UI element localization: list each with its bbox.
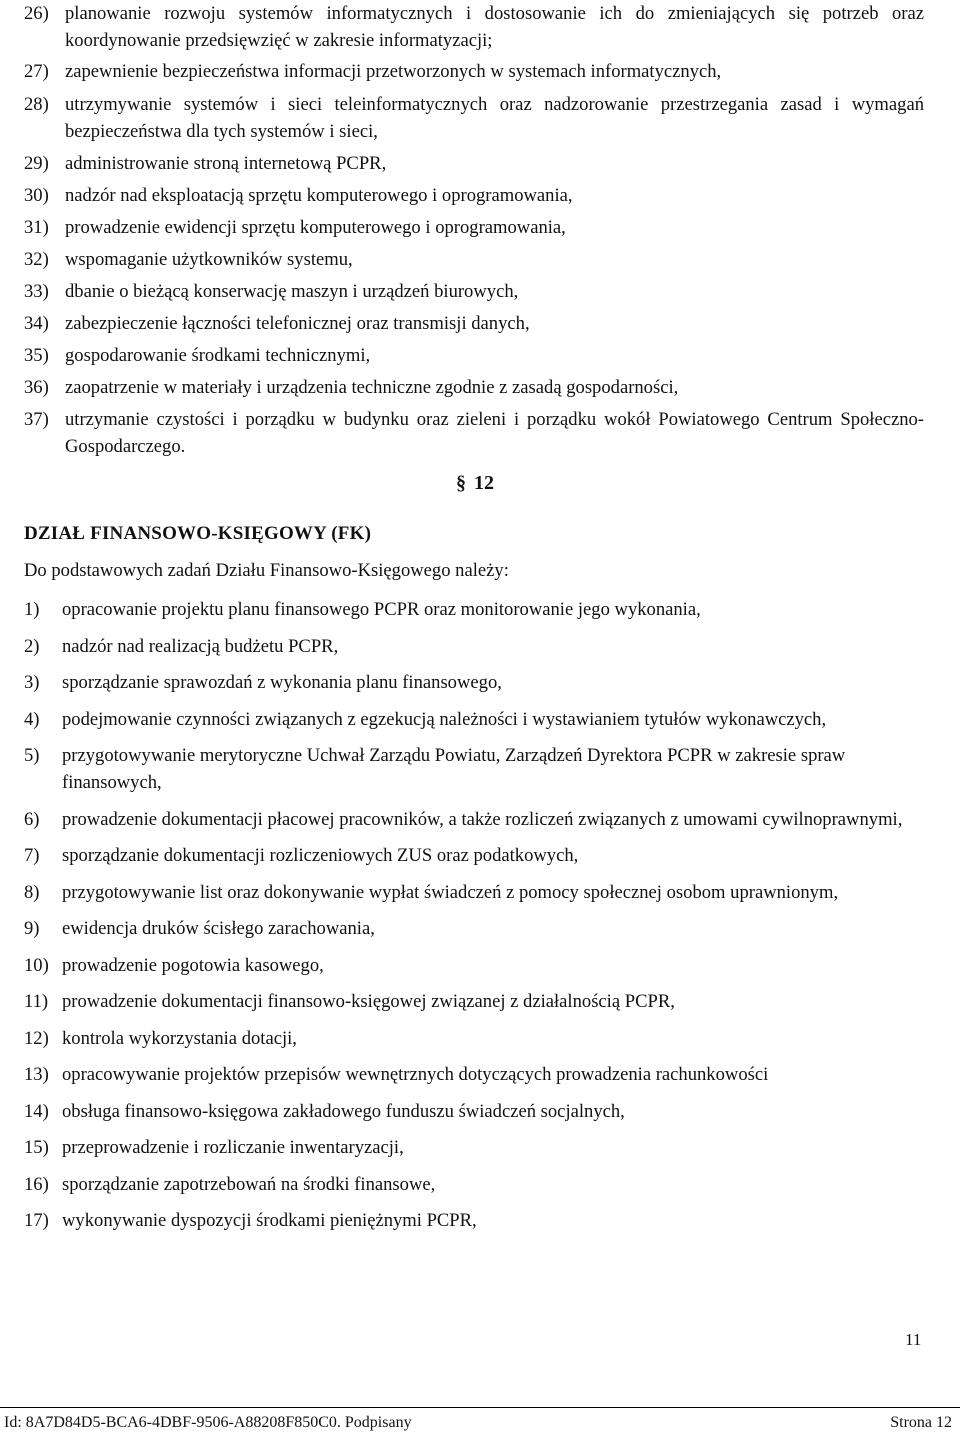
list-item-text: wykonywanie dyspozycji środkami pieniężnymi PCPR, (62, 1210, 477, 1231)
list-item-text: prowadzenie dokumentacji finansowo-księgowej związanej z działalnością PCPR, (62, 991, 675, 1012)
list-item-text: utrzymywanie systemów i sieci teleinformatycznych oraz nadzorowanie przestrzegania zasad i wymagań bezpieczeństwa dla tych systemów i sieci, (65, 94, 924, 142)
list-item-number: 31) (24, 217, 49, 238)
list-item-number: 10) (24, 954, 49, 976)
list-item-number: 4) (24, 708, 40, 730)
list-item-number: 28) (24, 94, 49, 115)
list-item-number: 30) (24, 185, 49, 206)
list-item-number: 16) (24, 1173, 49, 1195)
list-item-text: ewidencja druków ścisłego zarachowania, (62, 918, 375, 939)
list-item-number: 34) (24, 313, 49, 334)
list-item-number: 26) (24, 3, 49, 24)
list-item-number: 29) (24, 153, 49, 174)
task-list-informatics (24, 0, 924, 460)
list-item-number: 9) (24, 918, 40, 939)
list-item-text: sporządzanie zapotrzebowań na środki finansowe, (62, 1173, 436, 1195)
list-item-text: utrzymanie czystości i porządku w budynku oraz zieleni i porządku wokół Powiatowego Centrum Społeczno-Gospodarczego. (65, 409, 924, 457)
list-item-number: 1) (24, 599, 40, 620)
list-item (24, 1134, 924, 1161)
list-item (24, 706, 924, 733)
list-item (24, 596, 924, 623)
page-number: 11 (905, 1330, 922, 1349)
list-item-text: kontrola wykorzystania dotacji, (62, 1027, 297, 1049)
section-symbol: § (456, 472, 466, 494)
section-heading: DZIAŁ FINANSOWO-KSIĘGOWY (FK) (24, 523, 372, 544)
list-item-text: gospodarowanie środkami technicznymi, (65, 345, 371, 366)
list-item (24, 879, 924, 906)
list-item-text: przeprowadzenie i rozliczanie inwentaryzacji, (62, 1137, 404, 1158)
list-item-number: 35) (24, 345, 49, 366)
list-item-text: administrowanie stroną internetową PCPR, (65, 153, 387, 174)
list-item (24, 58, 924, 85)
list-item (24, 915, 924, 942)
list-item (24, 633, 924, 660)
list-item-number: 2) (24, 635, 40, 657)
list-item-number: 36) (24, 377, 49, 398)
list-item (24, 0, 924, 54)
list-item (24, 1098, 924, 1125)
list-item-text: dbanie o bieżącą konserwację maszyn i urządzeń biurowych, (65, 281, 519, 302)
task-list-finance (24, 596, 924, 1244)
list-item-text: planowanie rozwoju systemów informatycznych i dostosowanie ich do zmieniających się potrzeb oraz koordynowanie przedsięwzięć w zakresie informatyzacji; (65, 3, 924, 51)
list-item (24, 669, 924, 696)
footer-divider (0, 1407, 960, 1408)
list-item-number: 13) (24, 1064, 49, 1085)
list-item-text: zaopatrzenie w materiały i urządzenia techniczne zgodnie z zasadą gospodarności, (65, 377, 679, 398)
list-item (24, 742, 924, 796)
list-item-text: obsługa finansowo-księgowa zakładowego funduszu świadczeń socjalnych, (62, 1100, 625, 1122)
list-item (24, 150, 924, 177)
list-item-text: prowadzenie dokumentacji płacowej pracowników, a także rozliczeń związanych z umowami cywilnoprawnymi, (62, 808, 903, 830)
list-item-number: 11) (24, 991, 49, 1012)
list-item-number: 27) (24, 61, 49, 82)
footer-page-label: Strona 12 (890, 1414, 952, 1431)
list-item-number: 6) (24, 808, 40, 830)
list-item-text: zapewnienie bezpieczeństwa informacji przetworzonych w systemach informatycznych, (65, 61, 722, 82)
section-intro: Do podstawowych zadań Działu Finansowo-Księgowego należy: (24, 560, 509, 581)
list-item (24, 246, 924, 273)
list-item (24, 214, 924, 241)
list-item-number: 37) (24, 409, 49, 430)
list-item (24, 310, 924, 337)
list-item-number: 8) (24, 881, 40, 903)
list-item-text: prowadzenie pogotowia kasowego, (62, 954, 324, 976)
list-item-number: 14) (24, 1100, 49, 1122)
list-item-number: 33) (24, 281, 49, 302)
list-item-text: podejmowanie czynności związanych z egzekucją należności i wystawianiem tytułów wykonawczych, (62, 708, 827, 730)
list-item-number: 12) (24, 1027, 49, 1049)
list-item-text: opracowywanie projektów przepisów wewnętrznych dotyczących prowadzenia rachunkowości (62, 1064, 769, 1085)
list-item (24, 842, 924, 869)
list-item (24, 182, 924, 209)
list-item-text: wspomaganie użytkowników systemu, (65, 249, 353, 270)
list-item-text: przygotowywanie merytoryczne Uchwał Zarządu Powiatu, Zarządzeń Dyrektora PCPR w zakresie spraw finansowych, (62, 745, 846, 793)
section-number (456, 472, 494, 495)
list-item-text: prowadzenie ewidencji sprzętu komputerowego i oprogramowania, (65, 217, 566, 238)
list-item-number: 15) (24, 1137, 49, 1158)
list-item-text: nadzór nad realizacją budżetu PCPR, (62, 635, 339, 657)
list-item (24, 1207, 924, 1234)
list-item (24, 1061, 924, 1088)
list-item-number: 3) (24, 672, 40, 693)
list-item-text: sporządzanie dokumentacji rozliczeniowych ZUS oraz podatkowych, (62, 845, 579, 866)
list-item-text: przygotowywanie list oraz dokonywanie wypłat świadczeń z pomocy społecznej osobom uprawnionym, (62, 881, 839, 903)
list-item-number: 7) (24, 845, 40, 866)
footer-document-id: Id: 8A7D84D5-BCA6-4DBF-9506-A88208F850C0. Podpisany (4, 1414, 412, 1431)
list-item (24, 806, 924, 833)
list-item-number: 5) (24, 745, 40, 766)
list-item-number: 17) (24, 1210, 49, 1231)
list-item (24, 342, 924, 369)
list-item (24, 374, 924, 401)
list-item-number: 32) (24, 249, 49, 270)
list-item (24, 1025, 924, 1052)
list-item (24, 952, 924, 979)
list-item-text: opracowanie projektu planu finansowego PCPR oraz monitorowanie jego wykonania, (62, 599, 701, 620)
list-item-text: zabezpieczenie łączności telefonicznej oraz transmisji danych, (65, 313, 530, 334)
list-item (24, 91, 924, 145)
list-item (24, 988, 924, 1015)
list-item (24, 278, 924, 305)
list-item-text: sporządzanie sprawozdań z wykonania planu finansowego, (62, 672, 502, 693)
list-item-text: nadzór nad eksploatacją sprzętu komputerowego i oprogramowania, (65, 185, 573, 206)
list-item (24, 1171, 924, 1198)
list-item (24, 406, 924, 460)
section-number-value: 12 (474, 472, 494, 494)
